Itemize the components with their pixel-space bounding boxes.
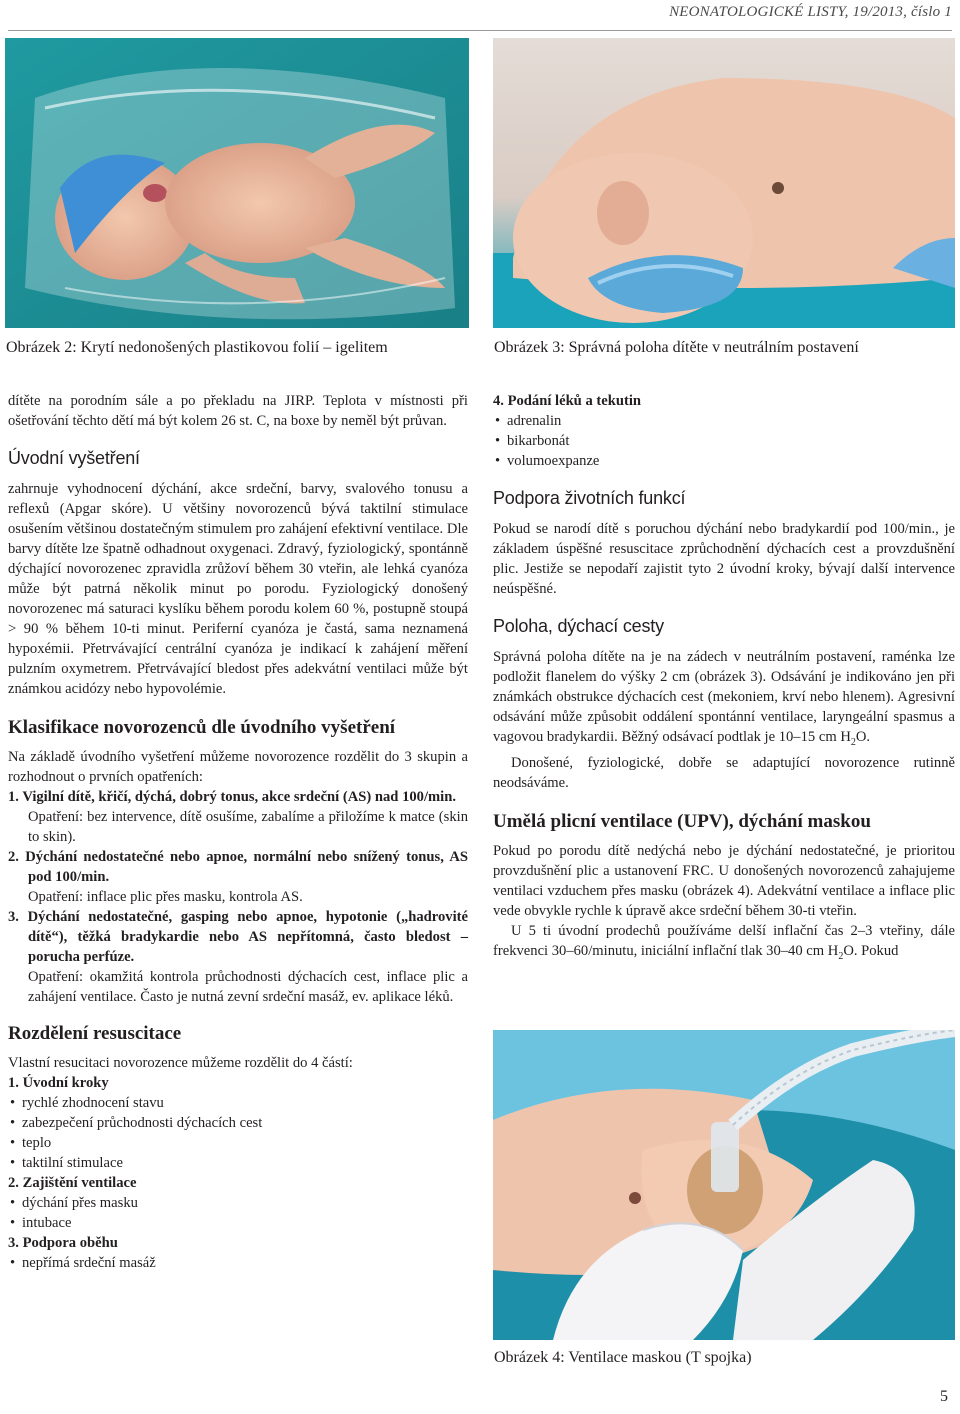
figure-4-caption: Obrázek 4: Ventilace maskou (T spojka) [494,1349,752,1366]
journal-header: NEONATOLOGICKÉ LISTY, 19/2013, číslo 1 [669,4,952,20]
rozdeleni-part-3-list [8,1253,468,1273]
list-item: • teplo [8,1133,468,1153]
klasifikace-item-2-text: Opatření: inflace plic přes masku, kontrola AS. [28,889,303,905]
list-item: • adrenalin [493,411,955,431]
rozdeleni-part-2: 2. Zajištění ventilace [8,1175,137,1191]
poloha-paragraph-2: Donošené, fyziologické, dobře se adaptující novorozence rutinně neodsáváme. [493,754,955,791]
poloha-text-b: O. [855,729,871,745]
heading-rozdeleni: Rozdělení resuscitace [8,1023,182,1044]
upv-text-b: O. Pokud [843,942,899,959]
podpora-paragraph: Pokud se narodí dítě s poruchou dýchání nebo bradykardií pod 100/min., je základem úspěšné resuscitace zprůchodnění dýchacích cest a provzdušnění plic. Jestiže se nepodaří zajistit tyto 2 úvodní kroky, bývají další intervence neúspěšné. [493,521,955,597]
rozdeleni-part-4-list [493,411,955,471]
rozdeleni-paragraph: Vlastní resucitaci novorozence můžeme rozdělit do 4 částí: [8,1055,353,1071]
klasifikace-item-2: 2. Dýchání nedostatečné nebo apnoe, normální nebo snížený tonus, AS pod 100/min. [8,849,468,885]
intro-paragraph: dítěte na porodním sále a po překladu na JIRP. Teplota v místnosti při ošetřování těchto dětí má být kolem 26 st. C, na boxe by neměl být průvan. [8,393,468,429]
heading-upv: Umělá plicní ventilace (UPV), dýchání maskou [493,810,871,832]
list-item: • rychlé zhodnocení stavu [8,1093,468,1113]
heading-uvodni-vysetreni: Úvodní vyšetření [8,448,140,468]
list-item: • taktilní stimulace [8,1153,468,1173]
uvodni-paragraph: zahrnuje vyhodnocení dýchání, akce srdeční, barvy, svalového tonusu a reflexů (Apgar skóre). U většiny novorozenců bývá taktilní stimulace osušením většinou dostatečným stimulem pro zahájení efektivní ventilace. Dle barvy dítěte lze špatně odhadnout oxygenaci. Zdravý, fyziologický, spontánně dýchající novorozenec zpravidla zrůžoví během 30 vteřin, ale lehká cyanóza může být patrná několik minut po porodu. Fyziologický donošený novorozenec má saturaci kyslíku během porodu kolem 60 %, postupně stoupá > 90 % během 10-ti minut. Periferní cyanóza je častá, sama neznamená hypoxémii. Přetrvávající centrální cyanóza je indikací k zahájení měření pulzním oxymetrem. Přetrvávající bledost přes adekvátní ventilaci může být známkou acidózy nebo hypovolémie. [8,481,468,697]
figure-2-photo [5,38,469,328]
upv-paragraph-2 [493,921,955,967]
poloha-text-a: Správná poloha dítěte na je na zádech v neutrálním postavení, raménka lze podložit flanelem do výšky 2 cm (obrázek 3). Odsávání je indikováno jen při známkách obstrukce dýchacích cest (mekoniem, krví nebo hlenem). Agresivní odsávání může způsobit oddálení spontánní ventilace, laryngeální spasmus a vagovou bradykardii. Běžný odsávací podtlak je 10–15 cm H [493,649,955,745]
figure-4-photo [493,1030,955,1340]
right-column [493,391,955,967]
list-item: • volumoexpanze [493,451,955,471]
figure-3-caption: Obrázek 3: Správná poloha dítěte v neutrálním postavení [494,339,859,356]
klasifikace-item-1: 1. Vigilní dítě, křičí, dýchá, dobrý tonus, akce srdeční (AS) nad 100/min. [8,789,456,805]
list-item: • intubace [8,1213,468,1233]
klasifikace-item-1-text: Opatření: bez intervence, dítě osušíme, zabalíme a přiložíme k matce (skin to skin). [28,809,468,845]
klasifikace-list [8,787,468,1007]
rozdeleni-part-4: 4. Podání léků a tekutin [493,393,641,409]
upv-text-a: U 5 ti úvodní prodechů používáme delší inflační čas 2–3 vteřiny, dále frekvenci 30–60/minutu, iniciální inflační tlak 30–40 cm H [493,922,955,959]
subscript-2: 2 [850,736,856,748]
klasifikace-item-3: 3. Dýchání nedostatečné, gasping nebo apnoe, hypotonie („hadrovité dítě“), těžká bradykardie nebo AS nepřítomná, často bledost – porucha perfúze. [8,909,468,965]
figure-2-caption: Obrázek 2: Krytí nedonošených plastikovou folií – igelitem [6,339,388,356]
figure-3-photo [493,38,955,328]
left-column [8,391,468,1273]
rozdeleni-part-2-list [8,1193,468,1233]
heading-klasifikace: Klasifikace novorozenců dle úvodního vyšetření [8,717,396,738]
list-item: • dýchání přes masku [8,1193,468,1213]
klasifikace-item-3-text: Opatření: okamžitá kontrola průchodnosti dýchacích cest, inflace plic a zahájení ventilace. Často je nutná zevní srdeční masáž, ev. aplikace léků. [28,969,468,1005]
list-item: • nepřímá srdeční masáž [8,1253,468,1273]
list-item: • zabezpečení průchodnosti dýchacích cest [8,1113,468,1133]
upv-paragraph-1: Pokud po porodu dítě nedýchá nebo je dýchání nedostatečné, je prioritou provzdušnění plic a ustanovení FRC. U donošených novorozenců zahajujeme ventilaci vzduchem přes masku (obrázek 4). Adekvátní ventilace a inflace plic vede obvykle rychle k úpravě akce srdeční během 30-ti vteřin. [493,842,955,919]
heading-podpora: Podpora životních funkcí [493,488,686,508]
list-item: • bikarbonát [493,431,955,451]
page-number: 5 [940,1388,948,1405]
heading-poloha: Poloha, dýchací cesty [493,616,664,636]
header-rule [8,30,952,31]
poloha-paragraph [493,647,955,753]
klasifikace-paragraph: Na základě úvodního vyšetření můžeme novorozence rozdělit do 3 skupin a rozhodnout o prvních opatřeních: [8,749,468,785]
rozdeleni-part-3: 3. Podpora oběhu [8,1235,118,1251]
rozdeleni-part-1-list [8,1093,468,1173]
subscript-2: 2 [838,950,844,962]
rozdeleni-part-1: 1. Úvodní kroky [8,1075,109,1091]
